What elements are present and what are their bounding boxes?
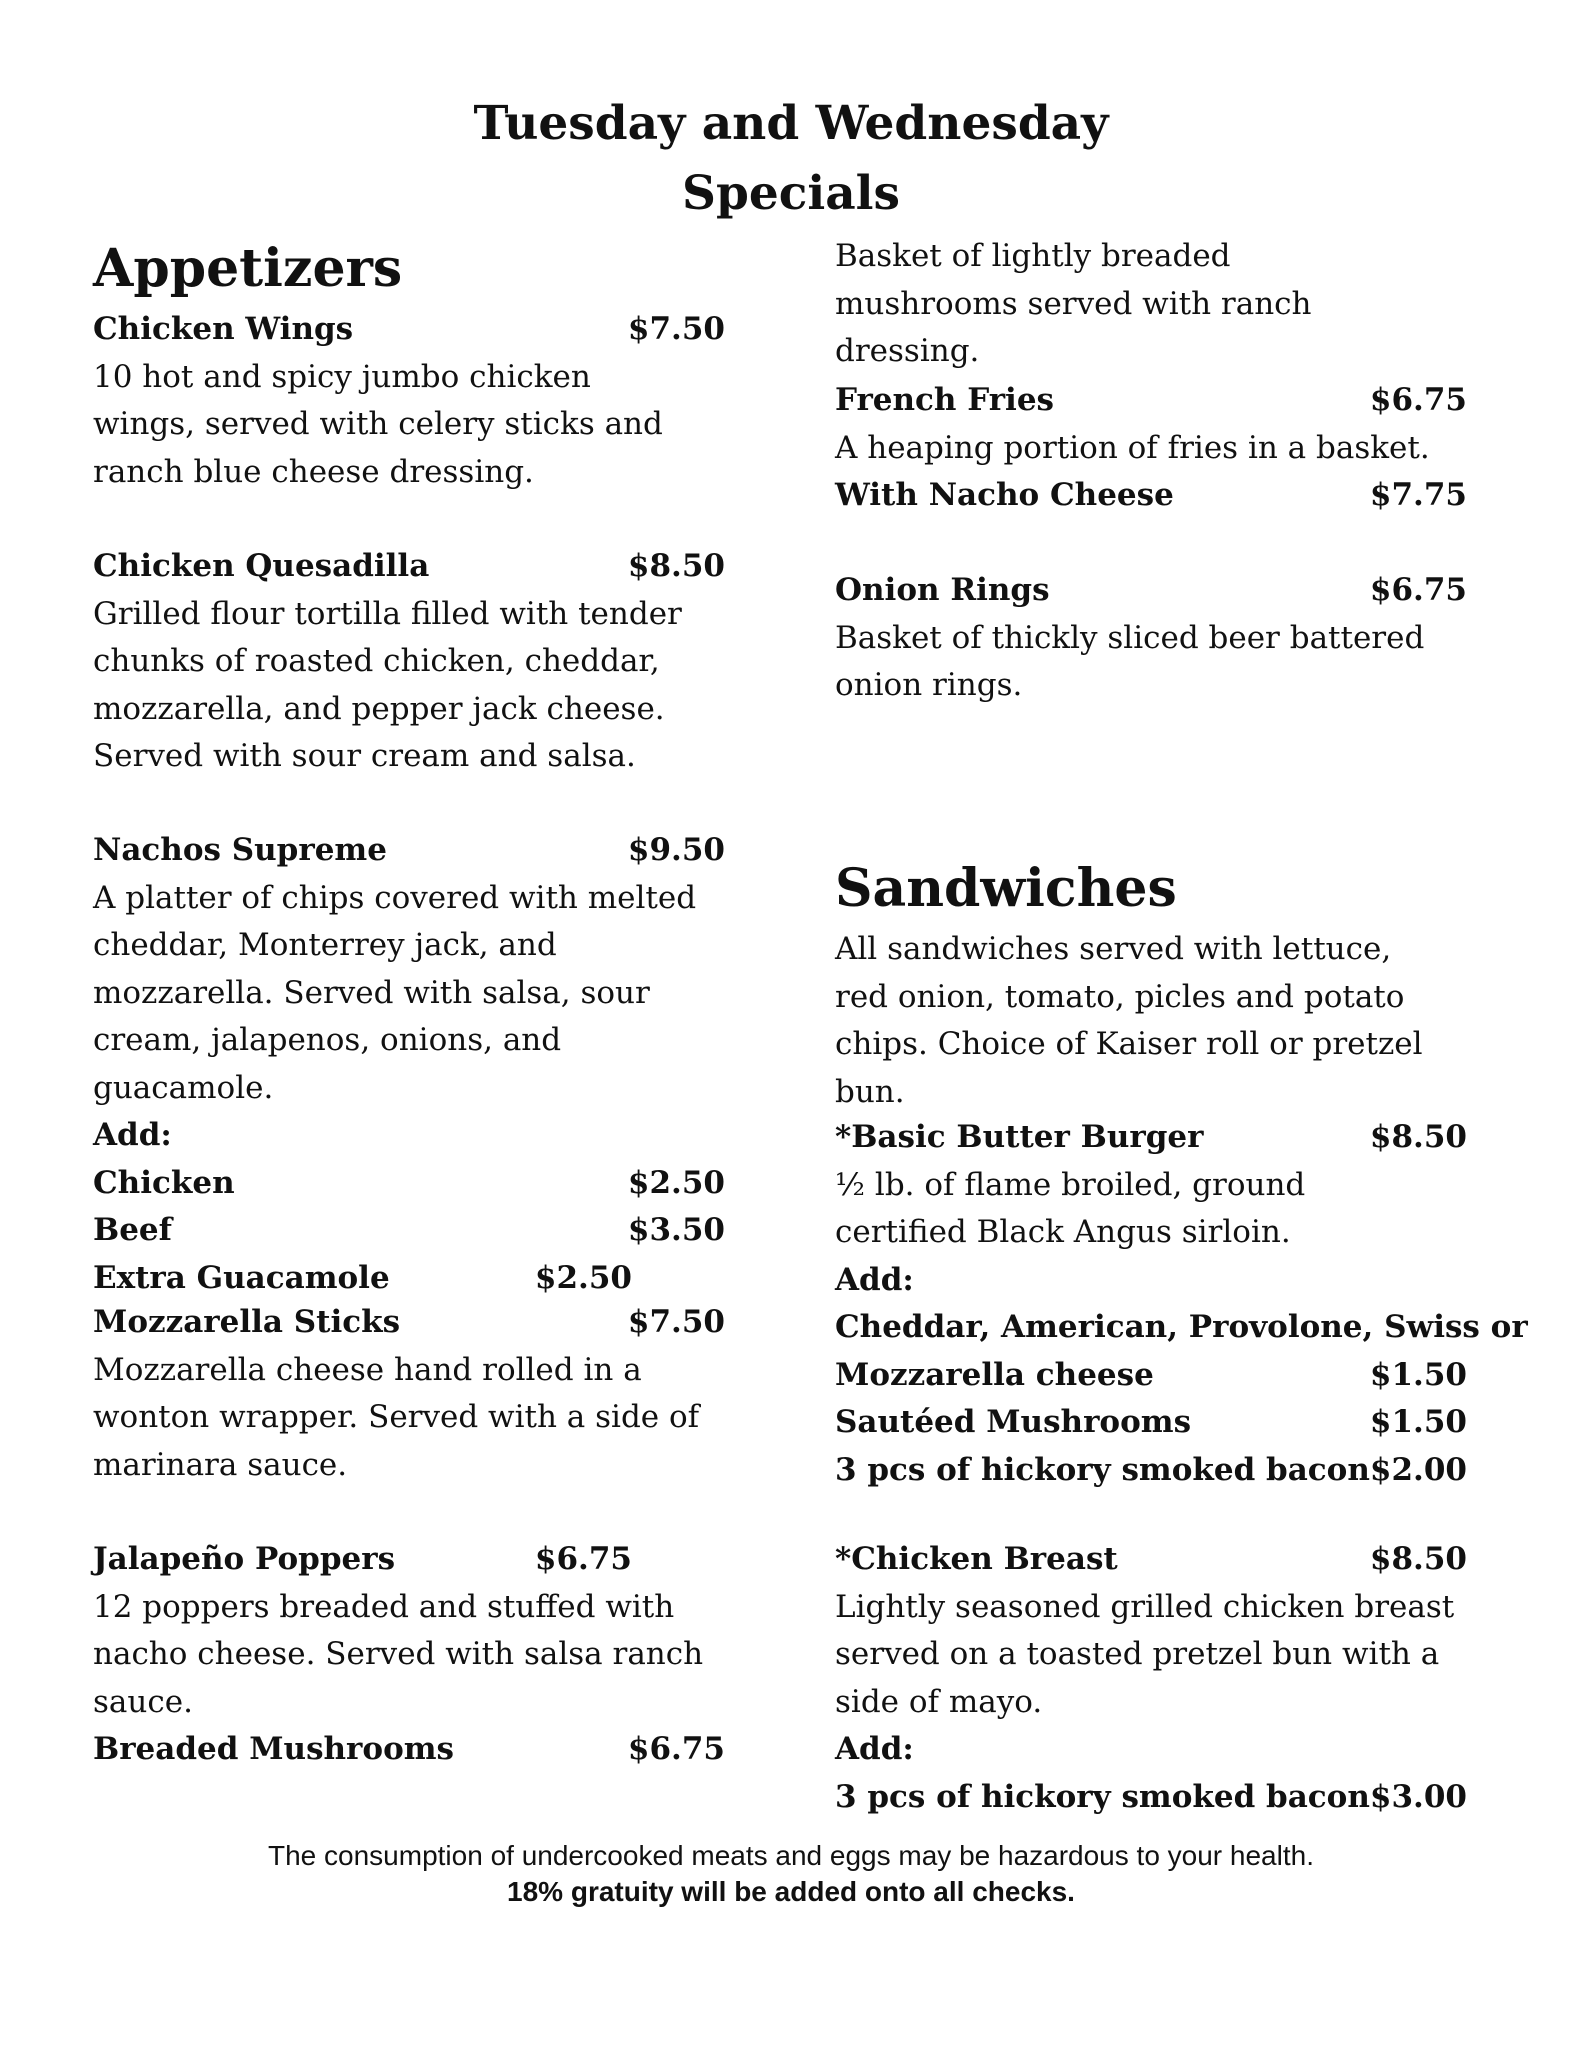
addon-price: $1.50 [1369,1404,1467,1440]
item-description: A platter of chips covered with melted cheddar, Monterrey jack, and mozzarella. Served with salsa, sour cream, jalapenos, onions, and guacamole. [93,879,697,1106]
menu-item-breaded-mushrooms [93,1726,725,1774]
menu-title-line2: Specials [682,166,900,221]
item-price: $8.50 [1369,1541,1467,1577]
sandwiches-heading: Sandwiches [835,858,1177,919]
addon-name: Extra Guacamole [93,1259,390,1296]
item-description: ½ lb. of flame broiled, ground certified Black Angus sirloin. [835,1166,1306,1250]
item-description: 12 poppers breaded and stuffed with nacho cheese. Served with salsa ranch sauce. [93,1588,704,1720]
item-price: $6.75 [1369,572,1467,608]
menu-item-onion-rings [835,567,1467,710]
option-price: $7.75 [1369,477,1467,513]
addon-price: $2.50 [534,1259,632,1296]
menu-item-nachos-supreme [93,827,725,1302]
addon-name: Beef [93,1212,172,1248]
addon-name: 3 pcs of hickory smoked bacon [835,1778,1370,1815]
menu-item-chicken-breast [835,1536,1467,1821]
cheese-options: Cheddar, American, Provolone, Swiss or [835,1309,1528,1345]
add-label: Add: [835,1731,914,1767]
item-name: Onion Rings [835,572,1050,608]
addon-name: Sautéed Mushrooms [835,1404,1192,1440]
item-name: Chicken Wings [93,311,354,347]
menu-item-chicken-quesadilla [93,543,725,781]
sandwiches-intro: All sandwiches served with lettuce, red onion, tomato, picles and potato chips. Choice of Kaiser roll or pretzel bun. [835,931,1423,1110]
health-warning: The consumption of undercooked meats and eggs may be hazardous to your health. [268,1840,1314,1871]
add-label: Add: [835,1261,914,1298]
menu-item-mozzarella-sticks [93,1299,725,1489]
item-name: *Chicken Breast [835,1541,1118,1577]
appetizers-heading: Appetizers [93,238,403,299]
item-price: $7.50 [627,311,725,347]
item-description: Basket of thickly sliced beer battered onion rings. [835,619,1425,703]
addon-row [835,1399,1467,1447]
addon-price: $1.50 [1369,1356,1467,1393]
breaded-mushrooms-description: Basket of lightly breaded mushrooms served with ranch dressing. [835,238,1312,369]
item-price: $6.75 [627,1731,725,1767]
addon-price: $2.00 [1369,1451,1467,1488]
item-description: Lightly seasoned grilled chicken breast served on a toasted pretzel bun with a side of mayo. [835,1588,1455,1720]
item-description: Grilled flour tortilla filled with tender chunks of roasted chicken, cheddar, mozzarella, and pepper jack cheese. Served with sour cream and salsa. [93,595,682,774]
item-name: Nachos Supreme [93,832,387,868]
option-row [835,472,1467,520]
addon-name: Mozzarella cheese [835,1356,1154,1393]
addon-row [93,1160,725,1208]
item-price: $7.50 [627,1304,725,1340]
addon-row [835,1447,1467,1495]
gratuity-notice: 18% gratuity will be added onto all checks. [507,1876,1075,1907]
addon-row [93,1207,725,1255]
addon-row [835,1352,1467,1400]
item-price: $8.50 [1369,1119,1467,1155]
item-name: Breaded Mushrooms [93,1731,454,1767]
item-name: Mozzarella Sticks [93,1304,401,1340]
item-name: Chicken Quesadilla [93,548,430,584]
item-price: $6.75 [534,1541,632,1577]
menu-item-chicken-wings [93,306,725,496]
item-description: 10 hot and spicy jumbo chicken wings, served with celery sticks and ranch blue cheese dressing. [93,358,663,490]
item-price: $9.50 [627,832,725,868]
item-description: A heaping portion of fries in a basket. [835,429,1430,466]
addon-name: Chicken [93,1164,235,1201]
addon-name: 3 pcs of hickory smoked bacon [835,1451,1370,1488]
item-name: *Basic Butter Burger [835,1119,1204,1155]
item-price: $6.75 [1369,382,1467,418]
item-description: Mozzarella cheese hand rolled in a wonton wrapper. Served with a side of marinara sauce. [93,1351,700,1483]
menu-item-french-fries [835,377,1467,520]
menu-title-line1: Tuesday and Wednesday [473,96,1109,151]
addon-row [835,1774,1467,1822]
menu-item-basic-butter-burger [835,1114,1528,1494]
add-label: Add: [93,1117,172,1153]
item-name: French Fries [835,382,1055,418]
option-name: With Nacho Cheese [835,477,1174,513]
menu-item-jalapeno-poppers [93,1536,704,1726]
item-price: $8.50 [627,548,725,584]
addon-price: $3.00 [1369,1778,1467,1815]
addon-price: $2.50 [627,1164,725,1201]
item-name: Jalapeño Poppers [93,1541,396,1577]
addon-price: $3.50 [627,1212,725,1248]
addon-row [93,1255,632,1303]
